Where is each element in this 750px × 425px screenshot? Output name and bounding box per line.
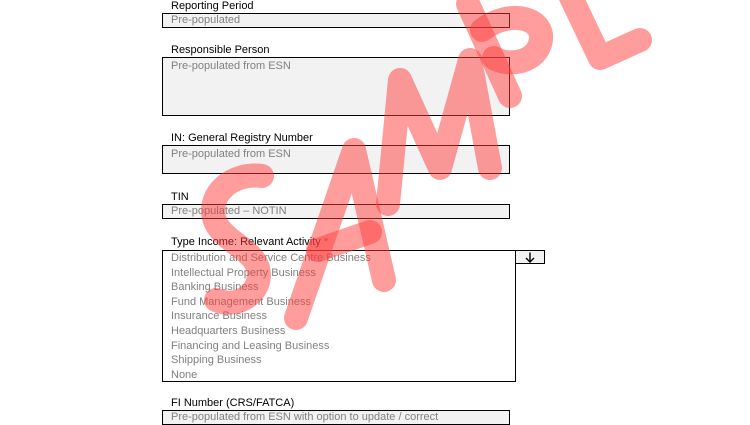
list-item[interactable]: Distribution and Service Centre Business <box>171 252 371 264</box>
list-item[interactable]: Shipping Business <box>171 354 262 367</box>
list-item[interactable]: Insurance Business <box>171 310 267 323</box>
list-item[interactable]: Headquarters Business <box>171 324 286 337</box>
fi-number-field[interactable]: Pre-populated from ESN with option to update / correct <box>162 410 510 425</box>
list-item[interactable]: Intellectual Property Business <box>171 266 316 279</box>
in-number-label: IN: General Registry Number <box>171 132 313 144</box>
in-number-field[interactable]: Pre-populated from ESN <box>162 145 510 174</box>
list-item[interactable]: Banking Business <box>171 281 259 294</box>
responsible-person-field[interactable]: Pre-populated from ESN <box>162 57 510 116</box>
list-item[interactable]: Financing and Leasing Business <box>171 339 330 352</box>
type-income-label <box>171 236 328 249</box>
reporting-period-field[interactable]: Pre-populated <box>162 13 510 28</box>
required-mark: * <box>323 236 329 248</box>
list-item[interactable]: Fund Management Business <box>171 295 312 308</box>
type-income-label-text: Type Income: Relevant Activity <box>171 236 321 248</box>
responsible-person-label: Responsible Person <box>171 44 270 56</box>
arrow-down-icon <box>525 252 535 263</box>
list-item[interactable]: None <box>171 368 198 381</box>
tin-label: TIN <box>171 191 189 203</box>
fi-number-label: FI Number (CRS/FATCA) <box>171 397 295 409</box>
tin-field[interactable]: Pre-populated – NOTIN <box>162 204 510 219</box>
reporting-period-label: Reporting Period <box>171 0 254 12</box>
type-income-listbox[interactable] <box>162 250 516 382</box>
type-income-dropdown-button[interactable] <box>515 250 545 264</box>
